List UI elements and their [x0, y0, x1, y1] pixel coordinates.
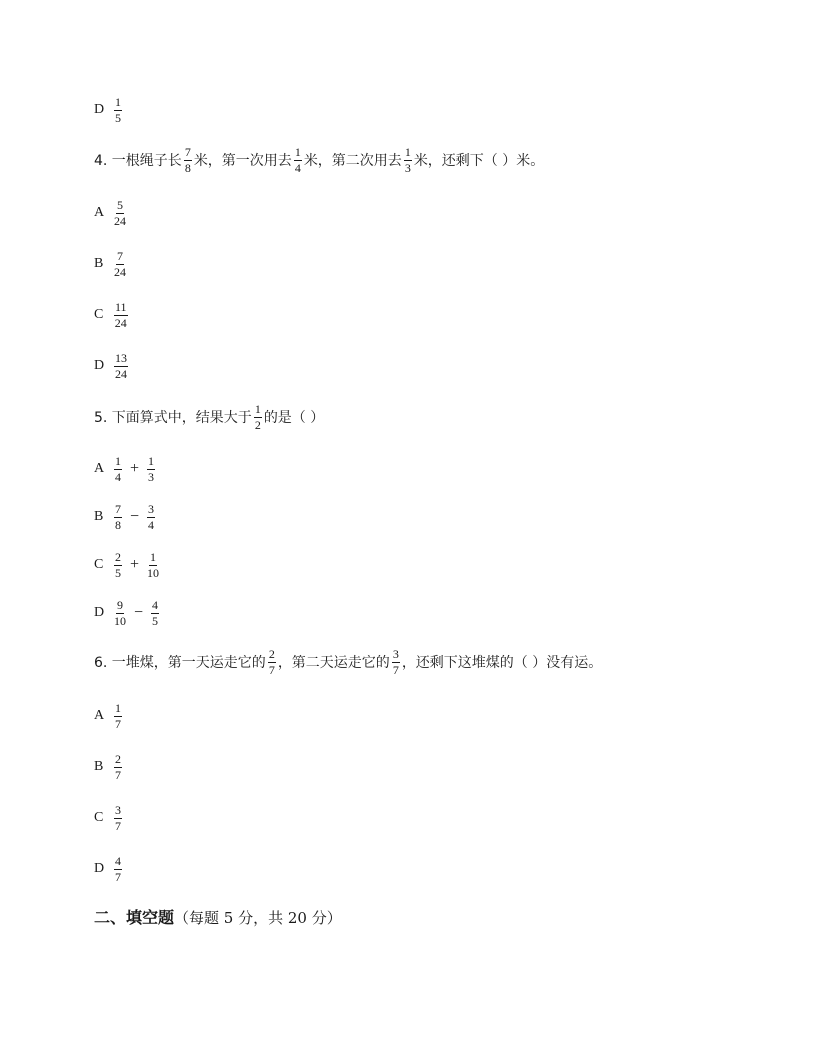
numerator: 7: [115, 502, 121, 516]
numerator: 1: [115, 454, 121, 468]
fraction: [114, 753, 122, 781]
fraction: [184, 146, 192, 174]
fraction: [268, 648, 276, 676]
q6-mid1: ，第二天运走它的: [277, 655, 390, 672]
denominator: 2: [254, 417, 261, 432]
fraction: [404, 146, 412, 174]
numerator: 1: [404, 145, 411, 159]
q6-prefix: 6. 一堆煤，第一天运走它的: [94, 655, 266, 672]
numerator: 1: [148, 454, 155, 468]
fraction: [392, 648, 400, 676]
denominator: 4: [115, 469, 121, 484]
denominator: 24: [115, 366, 127, 381]
question-4-stem: [94, 146, 544, 174]
option-letter: A: [94, 205, 105, 221]
plus-operator: +: [130, 556, 140, 574]
fraction: [147, 503, 155, 531]
fraction: [114, 503, 122, 531]
denominator: 24: [114, 213, 126, 228]
question-6-stem: [94, 648, 602, 676]
fraction: [147, 551, 159, 579]
denominator: 5: [115, 110, 121, 125]
denominator: 4: [148, 517, 155, 532]
denominator: 10: [147, 565, 160, 580]
option-letter: B: [94, 256, 104, 272]
numerator: 1: [115, 701, 121, 715]
option-letter: D: [94, 358, 105, 374]
denominator: 3: [404, 160, 411, 175]
fraction: [114, 455, 122, 483]
q3-option-d: [94, 96, 124, 124]
fraction: [114, 599, 126, 627]
denominator: 8: [115, 517, 121, 532]
numerator: 7: [184, 145, 191, 159]
option-letter: C: [94, 810, 104, 826]
q4-mid1: 米，第一次用去: [193, 153, 292, 170]
q4-option-a[interactable]: [94, 199, 128, 227]
option-letter: A: [94, 708, 105, 724]
fraction: [294, 146, 302, 174]
fraction: [114, 352, 128, 380]
numerator: 1: [115, 95, 121, 109]
fraction: [254, 403, 262, 431]
numerator: 4: [115, 854, 121, 868]
numerator: 3: [148, 502, 155, 516]
minus-operator: −: [130, 508, 140, 526]
numerator: 13: [115, 351, 127, 365]
fraction: [114, 301, 128, 329]
denominator: 5: [115, 565, 121, 580]
q6-option-d[interactable]: [94, 855, 124, 883]
numerator: 4: [152, 598, 159, 612]
denominator: 24: [114, 264, 126, 279]
denominator: 3: [148, 469, 155, 484]
fraction: [114, 855, 122, 883]
denominator: 7: [115, 818, 121, 833]
option-letter: D: [94, 102, 105, 118]
numerator: 2: [115, 550, 121, 564]
option-letter: D: [94, 861, 105, 877]
q6-suffix: ，还剩下这堆煤的（ ）没有运。: [401, 655, 603, 672]
q4-prefix: 4. 一根绳子长: [94, 153, 182, 170]
section-title: 二、填空题: [94, 908, 175, 927]
fraction: [114, 804, 122, 832]
q6-option-b[interactable]: [94, 753, 124, 781]
fraction: [114, 702, 122, 730]
q5-option-d[interactable]: [94, 599, 161, 627]
option-letter: B: [94, 759, 104, 775]
q6-option-c[interactable]: [94, 804, 124, 832]
numerator: 1: [294, 145, 301, 159]
fraction: [114, 96, 122, 124]
numerator: 3: [392, 647, 399, 661]
numerator: 7: [117, 249, 123, 263]
option-letter: A: [94, 461, 105, 477]
option-letter: C: [94, 557, 104, 573]
numerator: 3: [115, 803, 121, 817]
denominator: 7: [115, 767, 121, 782]
numerator: 11: [115, 300, 127, 314]
denominator: 8: [184, 160, 191, 175]
q5-option-b[interactable]: [94, 503, 157, 531]
question-5-stem: [94, 403, 324, 431]
q5-suffix: 的是（ ）: [263, 410, 325, 427]
minus-operator: −: [134, 604, 144, 622]
numerator: 2: [115, 752, 121, 766]
fraction: [151, 599, 159, 627]
denominator: 7: [115, 716, 121, 731]
denominator: 7: [268, 662, 275, 677]
numerator: 1: [254, 402, 261, 416]
numerator: 1: [150, 550, 157, 564]
fraction: [147, 455, 155, 483]
option-letter: B: [94, 509, 104, 525]
option-letter: D: [94, 605, 105, 621]
numerator: 9: [117, 598, 123, 612]
numerator: 2: [268, 647, 275, 661]
section-heading-fill-in: [94, 905, 342, 928]
plus-operator: +: [130, 460, 140, 478]
denominator: 10: [114, 613, 126, 628]
numerator: 5: [117, 198, 123, 212]
fraction: [114, 250, 126, 278]
q4-option-d[interactable]: [94, 352, 130, 380]
fraction: [114, 199, 126, 227]
q4-option-c[interactable]: [94, 301, 130, 329]
q5-option-c[interactable]: [94, 551, 161, 579]
fraction: [114, 551, 122, 579]
q4-option-b[interactable]: [94, 250, 128, 278]
denominator: 7: [115, 869, 121, 884]
denominator: 5: [152, 613, 159, 628]
denominator: 24: [114, 315, 127, 330]
q4-suffix: 米，还剩下（ ）米。: [413, 153, 545, 170]
q5-prefix: 5. 下面算式中，结果大于: [94, 410, 252, 427]
q4-mid2: 米，第二次用去: [303, 153, 402, 170]
q5-option-a[interactable]: [94, 455, 157, 483]
section-subtitle: （每题 5 分，共 20 分）: [174, 909, 342, 927]
denominator: 7: [392, 662, 399, 677]
option-letter: C: [94, 307, 104, 323]
denominator: 4: [294, 160, 301, 175]
q6-option-a[interactable]: [94, 702, 124, 730]
